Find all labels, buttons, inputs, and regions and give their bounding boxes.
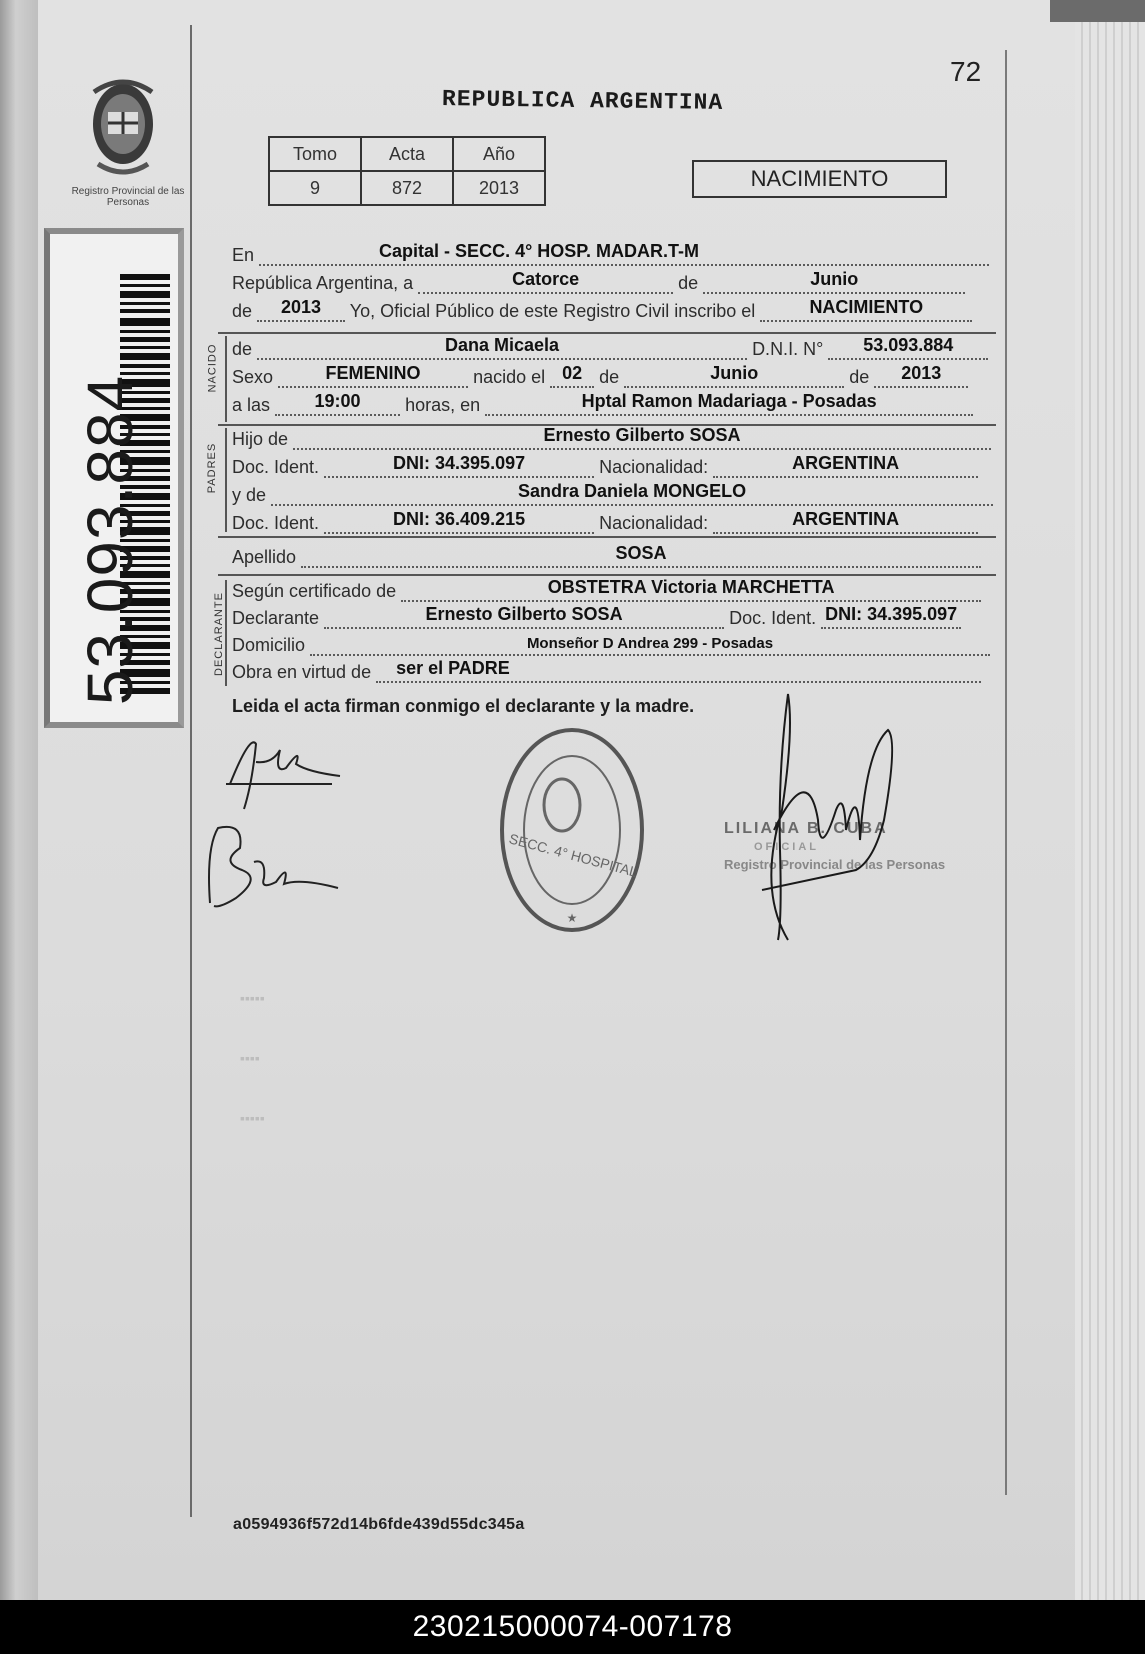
field-mother-doc [324,509,594,534]
field-year [257,297,345,322]
label-de: de [678,273,699,293]
page-number: 72 [950,56,982,87]
value-certificado: OBSTETRA Victoria MARCHETTA [547,577,835,597]
closing-statement: Leida el acta firman conmigo el declarante y la madre. [232,696,695,716]
svg-text:SECC. 4° HOSPITAL: SECC. 4° HOSPITAL [507,830,640,881]
label-hijo-de: Hijo de [232,429,289,449]
field-en [259,241,989,266]
field-dni [828,335,988,360]
field-mother [271,481,993,506]
section-label-nacido: NACIDO [206,343,219,393]
section-bracket-declarante [225,580,227,686]
value-birth-day: 02 [562,363,583,383]
official-stamp [492,720,652,940]
value-sexo: FEMENINO [325,363,421,383]
line-obra [232,658,995,691]
value-domicilio: Monseñor D Andrea 299 - Posadas [526,635,774,652]
field-domicilio [310,634,990,656]
line-declarante [232,604,995,637]
value-declarante-doc: DNI: 34.395.097 [825,604,958,624]
label-doc-ident: Doc. Ident. [232,513,320,533]
table-header-tomo: Tomo [269,137,361,171]
section-label-declarante: DECLARANTE [212,592,225,676]
official-role: OFICIAL [754,841,819,853]
scan-id-bar [0,1600,1145,1654]
field-certificado [401,577,981,602]
value-declarante-name: Ernesto Gilberto SOSA [425,604,623,624]
record-type-box: NACIMIENTO [692,160,947,198]
svg-text:★: ★ [566,911,578,925]
value-mother-doc: DNI: 36.409.215 [393,509,526,529]
value-time: 19:00 [314,391,361,411]
book-pages-right [1075,0,1145,1600]
scan-id: 230215000074-007178 [412,1610,733,1643]
field-declarante-doc [821,604,961,629]
field-birth-year [874,363,968,388]
table-header-ano: Año [453,137,545,171]
separator [218,574,996,576]
field-father-nationality [713,453,978,478]
value-year: 2013 [281,297,322,317]
separator [218,332,996,334]
document-hash: a0594936f572d14b6fde439d55dc345a [233,1516,525,1533]
section-bracket-padres [225,428,227,532]
label-sexo: Sexo [232,367,274,387]
value-dni: 53.093.884 [863,335,954,355]
field-mother-nationality [713,509,978,534]
value-mother-nationality: ARGENTINA [792,509,900,529]
label-year-de: de [232,301,253,321]
label-inscribo: Yo, Oficial Público de este Registro Civil inscribo el [349,301,756,321]
field-father [293,425,991,450]
value-birth-year: 2013 [901,363,942,383]
value-month: Junio [810,269,859,289]
declarant-signature [200,818,350,913]
label-doc-ident: Doc. Ident. [232,457,320,477]
bleed-through-text: ▪▪▪▪▪ [240,1110,265,1126]
value-inscribo: NACIMIENTO [809,297,924,317]
value-name: Dana Micaela [445,335,560,355]
value-birth-month: Junio [710,363,759,383]
label-de-year: de [849,367,870,387]
official-org: Registro Provincial de las Personas [724,857,946,872]
value-obra: ser el PADRE [396,658,510,678]
field-obra [376,658,981,683]
margin-line-right [1005,50,1007,1495]
field-sexo [278,363,468,388]
label-nacionalidad: Nacionalidad: [599,513,709,533]
label-de-name: de [232,339,253,359]
label-de-month: de [599,367,620,387]
mother-signature [222,724,352,814]
field-declarante [324,604,724,629]
document-title: REPUBLICA ARGENTINA [441,86,724,116]
field-time [275,391,400,416]
field-birth-day [550,363,594,388]
label-nacido-el: nacido el [473,367,546,387]
value-father-nationality: ARGENTINA [792,453,900,473]
value-place: Capital - SECC. 4° HOSP. MADAR.T-M [379,241,699,261]
book-edge-top [1050,0,1145,22]
field-birth-month [624,363,844,388]
registry-table [268,136,546,206]
registry-strip [44,60,184,730]
provincial-emblem-icon [84,72,162,184]
field-apellido [301,543,981,568]
barcode-number: 53.093.884 [74,374,146,706]
official-name: LILIANA B. CUBA [724,820,888,837]
field-birth-place [485,391,973,416]
table-value-tomo: 9 [269,171,361,205]
bleed-through-text: ▪▪▪▪▪ [240,990,265,1006]
label-declarante: Declarante [232,608,320,628]
margin-line-left [190,25,192,1517]
value-father-name: Ernesto Gilberto SOSA [543,425,741,445]
registry-name: Registro Provincial de las Personas [71,186,185,208]
label-republica: República Argentina, a [232,273,414,293]
label-horas: horas, en [405,395,481,415]
label-certificado: Según certificado de [232,581,397,601]
line-inscribo [232,297,995,330]
section-bracket-nacido [225,336,227,422]
label-y-de: y de [232,485,267,505]
field-inscribo [760,297,972,322]
line-apellido [232,543,995,576]
line-domicilio [232,634,995,664]
value-apellido: SOSA [615,543,667,563]
value-father-doc: DNI: 34.395.097 [393,453,526,473]
label-nacionalidad: Nacionalidad: [599,457,709,477]
separator [218,536,996,538]
label-en: En [232,245,255,265]
table-value-acta: 872 [361,171,453,205]
table-value-ano: 2013 [453,171,545,205]
table-header-acta: Acta [361,137,453,171]
book-spine-left [0,0,40,1600]
value-birth-place: Hptal Ramon Madariaga - Posadas [581,391,877,411]
section-label-padres: PADRES [206,442,219,494]
label-doc-ident: Doc. Ident. [729,608,817,628]
field-day [418,269,673,294]
value-mother-name: Sandra Daniela MONGELO [518,481,747,501]
bleed-through-text: ▪▪▪▪ [240,1050,260,1066]
official-signature [748,690,898,950]
label-domicilio: Domicilio [232,635,306,655]
field-month [703,269,965,294]
label-a-las: a las [232,395,271,415]
label-dni: D.N.I. N° [752,339,824,359]
field-name [257,335,747,360]
label-apellido: Apellido [232,547,297,567]
label-obra: Obra en virtud de [232,662,372,682]
value-day-words: Catorce [512,269,580,289]
field-father-doc [324,453,594,478]
line-hora [232,391,995,424]
